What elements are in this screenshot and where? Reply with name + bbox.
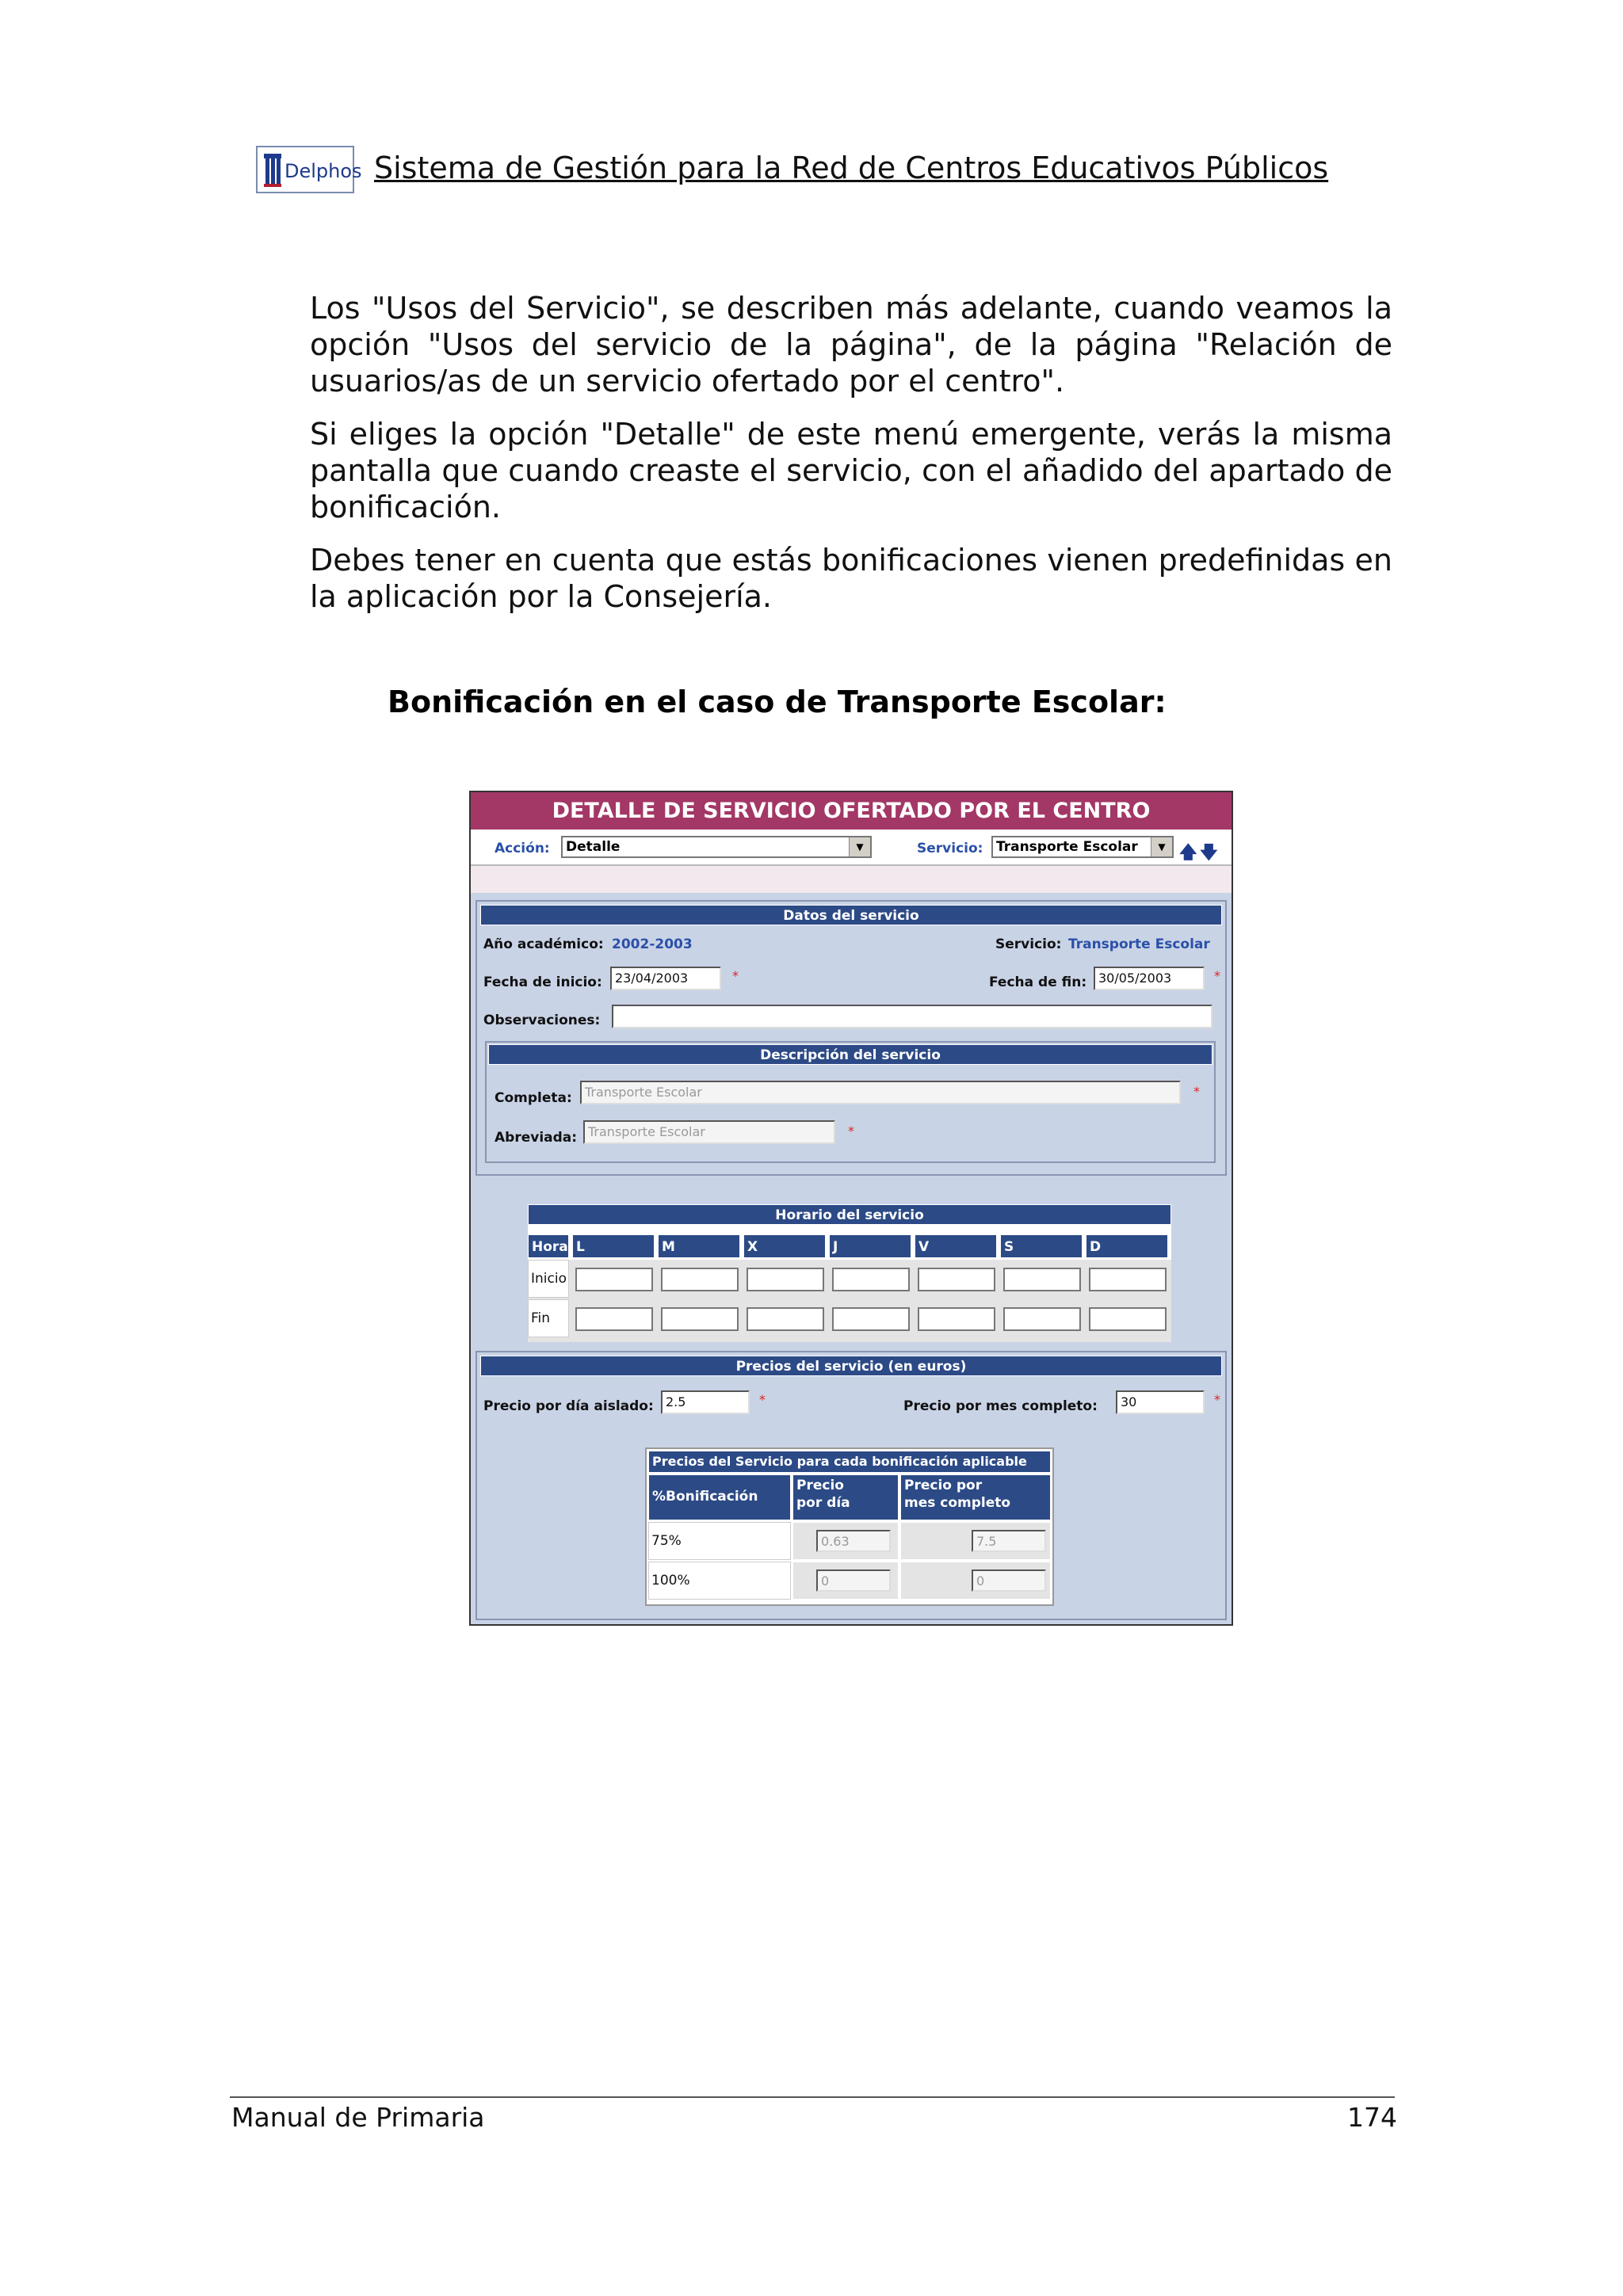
required-mark: * bbox=[759, 1392, 766, 1407]
horario-input[interactable] bbox=[661, 1268, 739, 1291]
day-header: D bbox=[1086, 1234, 1168, 1258]
precio-mes-input[interactable]: 30 bbox=[1116, 1390, 1205, 1414]
bonificaciones-table bbox=[645, 1447, 1054, 1606]
horario-input[interactable] bbox=[1003, 1268, 1081, 1291]
paragraph-usos: Los "Usos del Servicio", se describen más adelante, cuando veamos la opción "Usos del servicio de la página", de la página "Relación de usuarios/as de un servicio ofertado por el centro". bbox=[310, 291, 1392, 399]
observaciones-label: Observaciones: bbox=[483, 1013, 601, 1028]
page-header-title: Sistema de Gestión para la Red de Centros Educativos Públicos bbox=[374, 151, 1329, 185]
accion-label: Acción: bbox=[495, 841, 550, 856]
col-bonificacion-header: %Bonificación bbox=[648, 1474, 791, 1520]
required-mark: * bbox=[848, 1123, 854, 1138]
footer-manual-name: Manual de Primaria bbox=[231, 2102, 485, 2133]
servicio-select[interactable] bbox=[991, 836, 1174, 858]
chevron-down-icon[interactable]: ▼ bbox=[1151, 837, 1172, 856]
precios-panel bbox=[475, 1351, 1227, 1620]
horario-input[interactable] bbox=[575, 1268, 653, 1291]
horario-input[interactable] bbox=[918, 1307, 995, 1331]
screenshot-title: DETALLE DE SERVICIO OFERTADO POR EL CENTRO bbox=[471, 792, 1232, 830]
horario-table bbox=[528, 1204, 1171, 1342]
precio-dia-label: Precio por día aislado: bbox=[483, 1398, 654, 1414]
fecha-fin-label: Fecha de fin: bbox=[989, 974, 1087, 990]
footer-divider bbox=[230, 2096, 1395, 2098]
action-bar bbox=[471, 830, 1232, 866]
precios-title: Precios del servicio (en euros) bbox=[480, 1356, 1222, 1376]
horario-input[interactable] bbox=[918, 1268, 995, 1291]
horario-input[interactable] bbox=[747, 1268, 824, 1291]
delphos-logo bbox=[256, 146, 362, 193]
section-heading: Bonificación en el caso de Transporte Escolar: bbox=[388, 685, 1167, 719]
bonificacion-pct: 100% bbox=[651, 1573, 690, 1589]
day-header: L bbox=[572, 1234, 655, 1258]
required-mark: * bbox=[1214, 968, 1220, 983]
page-number: 174 bbox=[1347, 2102, 1397, 2133]
required-mark: * bbox=[732, 968, 739, 983]
datos-panel bbox=[475, 900, 1227, 1176]
fecha-inicio-input[interactable]: 23/04/2003 bbox=[610, 967, 721, 990]
completa-label: Completa: bbox=[495, 1090, 572, 1106]
horario-input[interactable] bbox=[832, 1268, 910, 1291]
horario-input[interactable] bbox=[575, 1307, 653, 1331]
horario-input[interactable] bbox=[661, 1307, 739, 1331]
col-precio-mes-header bbox=[900, 1474, 1051, 1520]
col-precio-dia-line1: Precio bbox=[796, 1478, 844, 1493]
required-mark: * bbox=[1214, 1392, 1220, 1407]
bonificaciones-title: Precios del Servicio para cada bonificación aplicable bbox=[648, 1451, 1051, 1473]
descripcion-panel bbox=[485, 1041, 1216, 1163]
bonificacion-precio-dia[interactable]: 0 bbox=[816, 1569, 891, 1592]
completa-input[interactable]: Transporte Escolar bbox=[580, 1081, 1181, 1104]
column-icon bbox=[264, 154, 281, 187]
anio-label: Año académico: bbox=[483, 936, 604, 952]
fecha-fin-input[interactable]: 30/05/2003 bbox=[1094, 967, 1205, 990]
row-label-fin: Fin bbox=[531, 1310, 551, 1326]
precio-dia-input[interactable]: 2.5 bbox=[661, 1390, 750, 1414]
bonificacion-precio-mes[interactable]: 7.5 bbox=[972, 1530, 1046, 1552]
horario-input[interactable] bbox=[1003, 1307, 1081, 1331]
row-label-inicio: Inicio bbox=[531, 1271, 567, 1287]
horario-title: Horario del servicio bbox=[528, 1204, 1171, 1225]
day-header: S bbox=[1000, 1234, 1083, 1258]
paragraph-bonificaciones: Debes tener en cuenta que estás bonificaciones vienen predefinidas en la aplicación por la Consejería. bbox=[310, 543, 1392, 614]
day-header: V bbox=[915, 1234, 997, 1258]
horario-input[interactable] bbox=[832, 1307, 910, 1331]
col-precio-dia-line2: por día bbox=[796, 1495, 850, 1511]
day-header: X bbox=[743, 1234, 826, 1258]
service-detail-screenshot bbox=[469, 791, 1233, 1626]
spacer-band bbox=[471, 866, 1232, 893]
bonificacion-precio-dia[interactable]: 0.63 bbox=[816, 1530, 891, 1552]
fecha-inicio-label: Fecha de inicio: bbox=[483, 974, 602, 990]
bonificacion-precio-mes[interactable]: 0 bbox=[972, 1569, 1046, 1592]
paragraph-detalle: Si eliges la opción "Detalle" de este menú emergente, verás la misma pantalla que cuando creaste el servicio, con el añadido del apartado de bonificación. bbox=[310, 417, 1392, 524]
col-precio-mes-line1: Precio por bbox=[904, 1478, 983, 1493]
hora-header: Hora bbox=[528, 1234, 569, 1258]
abreviada-label: Abreviada: bbox=[495, 1130, 578, 1146]
descripcion-title: Descripción del servicio bbox=[488, 1044, 1212, 1065]
horario-input[interactable] bbox=[1089, 1268, 1167, 1291]
precio-mes-label: Precio por mes completo: bbox=[903, 1398, 1098, 1414]
datos-title: Datos del servicio bbox=[480, 905, 1222, 925]
anio-value: 2002-2003 bbox=[612, 936, 693, 952]
form-area bbox=[471, 893, 1232, 1624]
horario-input[interactable] bbox=[1089, 1307, 1167, 1331]
servicio-value: Transporte Escolar bbox=[996, 839, 1138, 855]
servicio-field-value: Transporte Escolar bbox=[1068, 936, 1210, 952]
servicio-label: Servicio: bbox=[917, 841, 983, 856]
horario-input[interactable] bbox=[747, 1307, 824, 1331]
required-mark: * bbox=[1193, 1084, 1200, 1099]
arrow-down-icon[interactable]: 🡇 bbox=[1200, 843, 1218, 863]
servicio-field-label: Servicio: bbox=[995, 936, 1062, 952]
col-precio-dia-header bbox=[792, 1474, 899, 1520]
arrow-up-icon[interactable]: 🡅 bbox=[1179, 843, 1197, 863]
col-precio-mes-line2: mes completo bbox=[904, 1495, 1011, 1511]
abreviada-input[interactable]: Transporte Escolar bbox=[583, 1120, 835, 1144]
chevron-down-icon[interactable]: ▼ bbox=[849, 837, 870, 856]
logo-text: Delphos bbox=[285, 160, 362, 182]
observaciones-input[interactable] bbox=[612, 1005, 1212, 1028]
day-header: J bbox=[829, 1234, 911, 1258]
accion-value: Detalle bbox=[566, 839, 621, 855]
accion-select[interactable] bbox=[561, 836, 872, 858]
day-header: M bbox=[658, 1234, 740, 1258]
bonificacion-pct: 75% bbox=[651, 1533, 682, 1549]
